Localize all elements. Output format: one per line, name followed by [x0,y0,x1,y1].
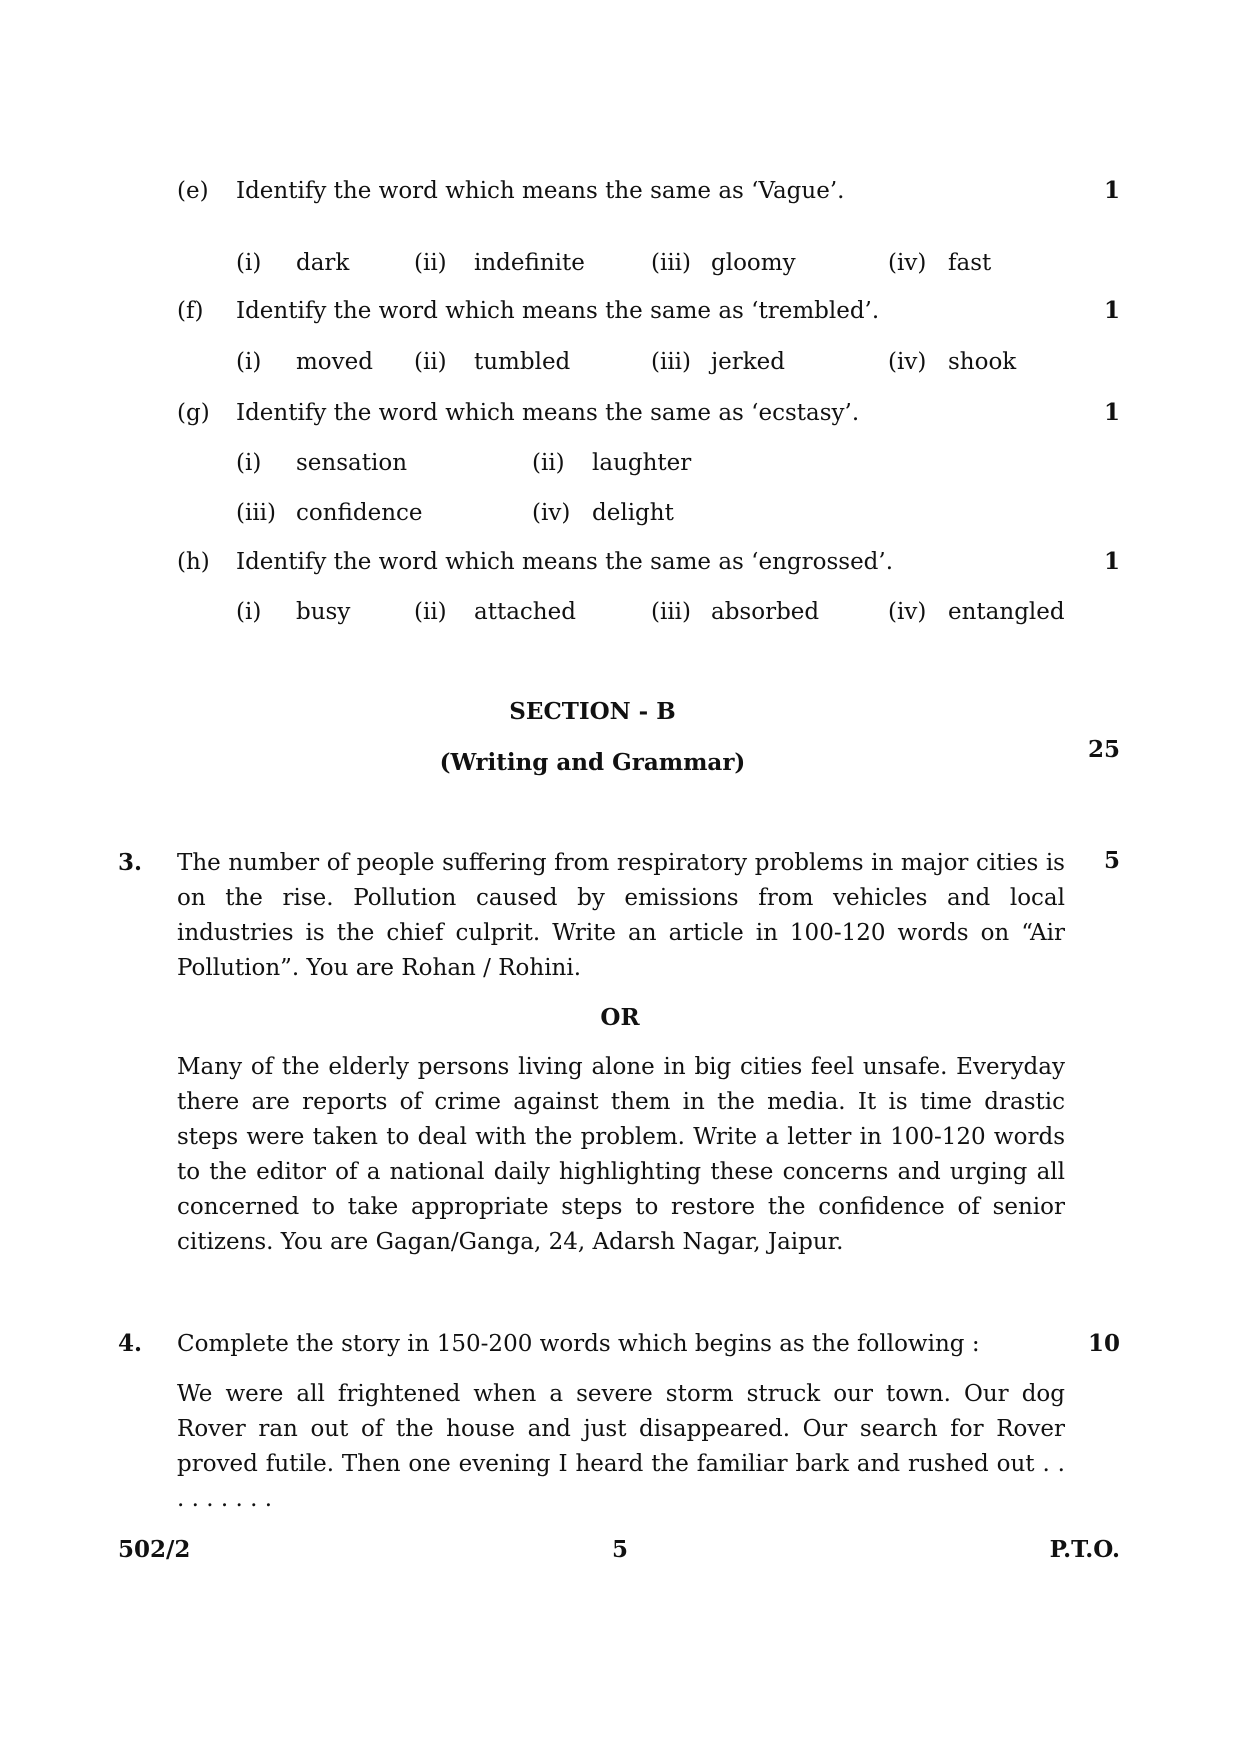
marks: 1 [1103,548,1120,575]
option-num: (i) [236,450,262,476]
question-text: Identify the word which means the same as ‘engrossed’. [236,549,894,575]
question-text: Identify the word which means the same as ‘ecstasy’. [236,400,860,426]
option-num: (ii) [414,349,447,375]
story-start: We were all frightened when a severe storm struck our town. Our dog Rover ran out of the house and just disappeared. Our search for Rover proved futile. Then one evening I heard the familiar bark and rushed out . . . . . . . . . [177,1381,1065,1512]
question-label: (h) [177,549,210,575]
option-num: (i) [236,250,262,276]
question-number: 3. [118,849,143,876]
question-alt-text: Many of the elderly persons living alone in big cities feel unsafe. Everyday there are reports of crime against them in the media. It is time drastic steps were taken to deal with the problem. Write a letter in 100-120 words to the editor of a national daily highlighting these concerns and urging all concerned to take appropriate steps to restore the confidence of senior citizens. You are Gagan/Ganga, 24, Adarsh Nagar, Jaipur. [177,1054,1065,1255]
option-num: (iii) [651,349,692,375]
option-num: (iii) [651,250,692,276]
or-separator: OR [600,1004,640,1031]
option-text: dark [296,250,350,276]
marks: 1 [1103,399,1120,426]
question-text: Identify the word which means the same as ‘Vague’. [236,178,845,204]
option-num: (iv) [888,599,927,625]
option-text: attached [474,599,576,625]
option-num: (iv) [888,349,927,375]
option-text: moved [296,349,373,375]
option-num: (ii) [414,599,447,625]
option-text: confidence [296,500,423,526]
option-text: laughter [592,450,692,476]
section-marks: 25 [1087,736,1120,763]
option-text: gloomy [711,250,796,276]
question-text: Complete the story in 150-200 words which begins as the following : [177,1331,980,1357]
option-text: jerked [711,349,786,375]
question-text: Identify the word which means the same as ‘trembled’. [236,298,880,324]
option-text: delight [592,500,674,526]
section-title: SECTION - B [509,698,676,725]
question-label: (e) [177,178,209,204]
marks: 1 [1103,177,1120,204]
option-num: (iii) [236,500,277,526]
option-num: (i) [236,349,262,375]
option-num: (ii) [532,450,565,476]
option-text: absorbed [711,599,820,625]
marks: 10 [1087,1330,1120,1357]
paper-code: 502/2 [118,1536,191,1563]
question-label: (f) [177,298,204,324]
question-label: (g) [177,400,210,426]
option-num: (iii) [651,599,692,625]
marks: 1 [1103,297,1120,324]
option-text: fast [948,250,992,276]
pto-label: P.T.O. [1049,1536,1120,1563]
marks: 5 [1103,847,1120,874]
option-num: (iv) [888,250,927,276]
option-text: entangled [948,599,1065,625]
question-text: The number of people suffering from respiratory problems in major cities is on the rise. Pollution caused by emissions from vehicles and local industries is the chief culprit. Write an article in 100-120 words on “Air Pollution”. You are Rohan / Rohini. [177,850,1065,981]
option-text: tumbled [474,349,571,375]
page-number: 5 [611,1536,628,1563]
option-num: (iv) [532,500,571,526]
option-text: shook [948,349,1017,375]
question-number: 4. [118,1330,143,1357]
option-num: (ii) [414,250,447,276]
option-text: sensation [296,450,408,476]
option-text: indefinite [474,250,585,276]
option-num: (i) [236,599,262,625]
option-text: busy [296,599,351,625]
section-subtitle: (Writing and Grammar) [439,749,746,776]
